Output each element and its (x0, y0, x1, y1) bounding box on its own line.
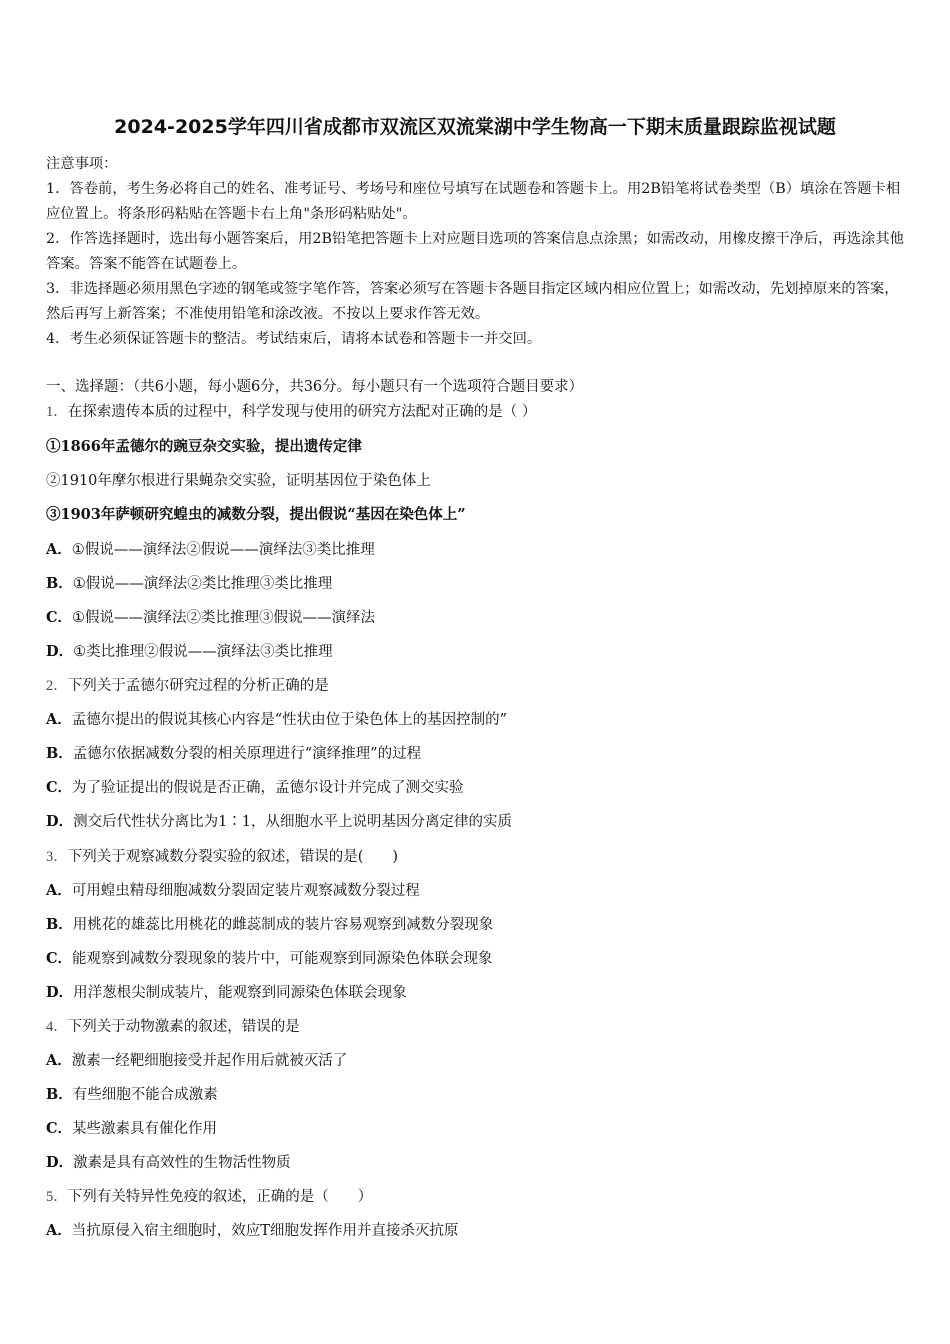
notice-item: 2．作答选择题时，选出每小题答案后，用2B铅笔把答题卡上对应题目选项的答案信息点涂黑；如需改动，用橡皮擦干净后，再选涂其他答案。答案不能答在试题卷上。 (46, 231, 904, 272)
question-4: 4．下列关于动物激素的叙述，错误的是 (46, 1019, 300, 1035)
notice-item: 4．考生必须保证答题卡的整洁。考试结束后，请将本试卷和答题卡一并交回。 (46, 331, 542, 347)
section-heading: 一、选择题：（共6小题，每小题6分，共36分。每小题只有一个选项符合题目要求） (46, 379, 584, 395)
question-5: 5．下列有关特异性免疫的叙述，正确的是（ ） (46, 1189, 373, 1205)
option-d: D．①类比推理②假说——演绎法③类比推理 (46, 643, 333, 660)
notice-block (46, 152, 908, 352)
page-title: 2024-2025学年四川省成都市双流区双流棠湖中学生物高一下期末质量跟踪监视试题 (114, 116, 836, 138)
question-3: 3．下列关于观察减数分裂实验的叙述，错误的是( ) (46, 849, 399, 865)
notice-heading: 注意事项： (46, 156, 118, 172)
question-stem: ②1910年摩尔根进行果蝇杂交实验，证明基因位于染色体上 (46, 473, 431, 489)
option-a: A．①假说——演绎法②假说——演绎法③类比推理 (46, 541, 375, 558)
question-text: 在探索遗传本质的过程中，科学发现与使用的研究方法配对正确的是（ ） (67, 404, 537, 420)
question-stem: ③1903年萨顿研究蝗虫的减数分裂，提出假说“基因在染色体上” (46, 506, 466, 523)
question-2: 2．下列关于孟德尔研究过程的分析正确的是 (46, 678, 329, 694)
option-a: A．孟德尔提出的假说其核心内容是“性状由位于染色体上的基因控制的” (46, 711, 508, 728)
question-number: 1． (46, 404, 68, 420)
option-a: A．当抗原侵入宿主细胞时，效应T细胞发挥作用并直接杀灭抗原 (46, 1222, 459, 1239)
option-b: B．孟德尔依据减数分裂的相关原理进行“演绎推理”的过程 (46, 745, 422, 762)
option-b: B．①假说——演绎法②类比推理③类比推理 (46, 575, 333, 592)
option-b: B．用桃花的雄蕊比用桃花的雌蕊制成的装片容易观察到减数分裂现象 (46, 916, 494, 933)
option-c: C．某些激素具有催化作用 (46, 1120, 218, 1137)
option-a: A．激素一经靶细胞接受并起作用后就被灭活了 (46, 1052, 348, 1069)
question-1 (46, 400, 908, 421)
option-b: B．有些细胞不能合成激素 (46, 1086, 218, 1103)
option-d: D．激素是具有高效性的生物活性物质 (46, 1154, 291, 1171)
option-a: A．可用蝗虫精母细胞减数分裂固定装片观察减数分裂过程 (46, 882, 420, 899)
notice-item: 3．非选择题必须用黑色字迹的钢笔或签字笔作答，答案必须写在答题卡各题目指定区域内相应位置上；如需改动，先划掉原来的答案，然后再写上新答案；不准使用铅笔和涂改液。不按以上要求作答无效。 (46, 281, 899, 322)
question-stem: ①1866年孟德尔的豌豆杂交实验，提出遗传定律 (46, 438, 362, 455)
option-c: C．能观察到减数分裂现象的装片中，可能观察到同源染色体联会现象 (46, 950, 493, 967)
notice-item: 1．答卷前，考生务必将自己的姓名、准考证号、考场号和座位号填写在试题卷和答题卡上。用2B铅笔将试卷类型（B）填涂在答题卡相应位置上。将条形码粘贴在答题卡右上角"条形码粘贴处"。 (46, 181, 901, 222)
option-c: C．①假说——演绎法②类比推理③假说——演绎法 (46, 609, 376, 626)
option-d: D．用洋葱根尖制成装片，能观察到同源染色体联会现象 (46, 984, 407, 1001)
option-d: D．测交后代性状分离比为1∶1，从细胞水平上说明基因分离定律的实质 (46, 813, 513, 830)
option-c: C．为了验证提出的假说是否正确，孟德尔设计并完成了测交实验 (46, 779, 464, 796)
